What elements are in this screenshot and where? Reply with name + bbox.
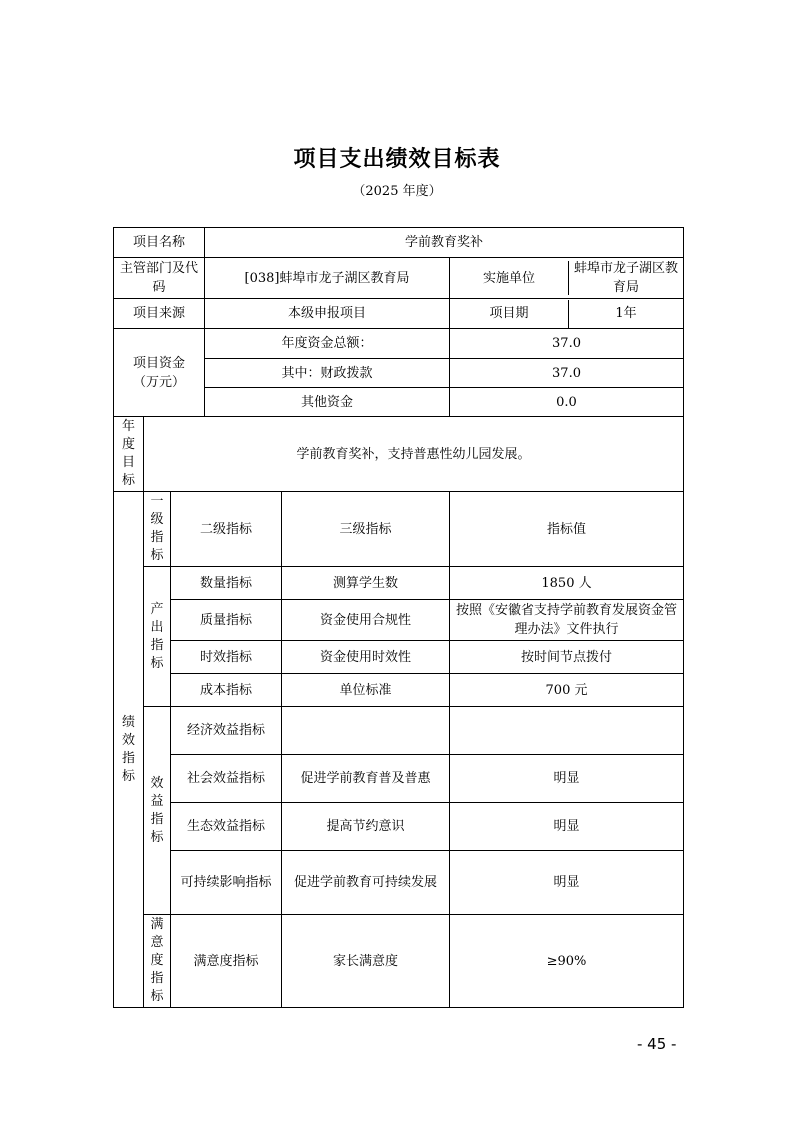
period-cell — [450, 299, 684, 329]
output-l3: 测算学生数 — [282, 567, 450, 600]
output-value: 700 元 — [450, 674, 684, 707]
benefit-value: 明显 — [450, 755, 684, 803]
output-value: 按照《安徽省支持学前教育发展资金管理办法》文件执行 — [450, 600, 684, 641]
period-label: 项目期 — [450, 300, 569, 328]
output-l2: 时效指标 — [171, 641, 282, 674]
fund-other-value: 0.0 — [450, 388, 684, 417]
row-source — [114, 299, 684, 329]
source-value: 本级申报项目 — [205, 299, 450, 329]
table-row — [114, 600, 684, 641]
table-row — [114, 641, 684, 674]
fund-other-label: 其他资金 — [205, 388, 450, 417]
row-annual-goal — [114, 417, 684, 492]
output-value: 按时间节点拨付 — [450, 641, 684, 674]
project-name-value: 学前教育奖补 — [205, 228, 684, 258]
level1-header: 一 级 指 标 — [144, 492, 171, 567]
output-value: 1850 人 — [450, 567, 684, 600]
row-fund-total — [114, 329, 684, 359]
fund-finance-label: 其中：财政拨款 — [205, 359, 450, 388]
output-l2: 质量指标 — [171, 600, 282, 641]
output-l3: 资金使用合规性 — [282, 600, 450, 641]
row-department — [114, 258, 684, 299]
period-value: 1年 — [615, 306, 637, 321]
benefit-value: 明显 — [450, 803, 684, 851]
table-row — [114, 567, 684, 600]
project-name-label: 项目名称 — [114, 228, 205, 258]
implementing-unit-label: 实施单位 — [450, 261, 569, 295]
benefit-indicator-label: 效 益 指 标 — [144, 707, 171, 915]
implementing-unit-cell — [450, 258, 684, 299]
benefit-l3: 提高节约意识 — [282, 803, 450, 851]
table-row — [114, 755, 684, 803]
output-indicator-label: 产 出 指 标 — [144, 567, 171, 707]
benefit-l2: 社会效益指标 — [171, 755, 282, 803]
output-l3: 资金使用时效性 — [282, 641, 450, 674]
benefit-l3: 促进学前教育普及普惠 — [282, 755, 450, 803]
fund-total-label: 年度资金总额： — [205, 329, 450, 359]
level2-header: 二级指标 — [171, 492, 282, 567]
row-indicator-header — [114, 492, 684, 567]
output-l3: 单位标准 — [282, 674, 450, 707]
department-value: [038]蚌埠市龙子湖区教育局 — [205, 258, 450, 299]
source-label: 项目来源 — [114, 299, 205, 329]
output-l2: 成本指标 — [171, 674, 282, 707]
benefit-l2: 可持续影响指标 — [171, 851, 282, 915]
fund-finance-value: 37.0 — [450, 359, 684, 388]
level3-header: 三级指标 — [282, 492, 450, 567]
table-row — [114, 674, 684, 707]
row-project-name — [114, 228, 684, 258]
benefit-l2: 经济效益指标 — [171, 707, 282, 755]
benefit-l2: 生态效益指标 — [171, 803, 282, 851]
benefit-l3 — [282, 707, 450, 755]
benefit-value: 明显 — [450, 851, 684, 915]
table-row — [114, 803, 684, 851]
page-subtitle: （2025 年度） — [352, 184, 442, 199]
indicator-value-header: 指标值 — [450, 492, 684, 567]
fund-total-value: 37.0 — [450, 329, 684, 359]
department-label: 主管部门及代码 — [114, 258, 205, 299]
benefit-value — [450, 707, 684, 755]
annual-goal-text: 学前教育奖补，支持普惠性幼儿园发展。 — [144, 417, 684, 492]
satisfaction-value: ≥90% — [450, 915, 684, 1008]
satisfaction-l2: 满意度指标 — [171, 915, 282, 1008]
table-row — [114, 707, 684, 755]
page-number: - 45 - — [637, 1035, 677, 1053]
implementing-unit-value: 蚌埠市龙子湖区教育局 — [574, 261, 679, 295]
table-row — [114, 915, 684, 1008]
table-row — [114, 851, 684, 915]
satisfaction-indicator-label: 满 意 度 指 标 — [144, 915, 171, 1008]
performance-target-table — [113, 227, 684, 1008]
fund-label: 项目资金（万元） — [114, 329, 205, 417]
performance-indicator-label: 绩 效 指 标 — [114, 492, 144, 1008]
satisfaction-l3: 家长满意度 — [282, 915, 450, 1008]
annual-goal-label: 年 度 目 标 — [114, 417, 144, 492]
page-title: 项目支出绩效目标表 — [293, 147, 501, 172]
output-l2: 数量指标 — [171, 567, 282, 600]
benefit-l3: 促进学前教育可持续发展 — [282, 851, 450, 915]
